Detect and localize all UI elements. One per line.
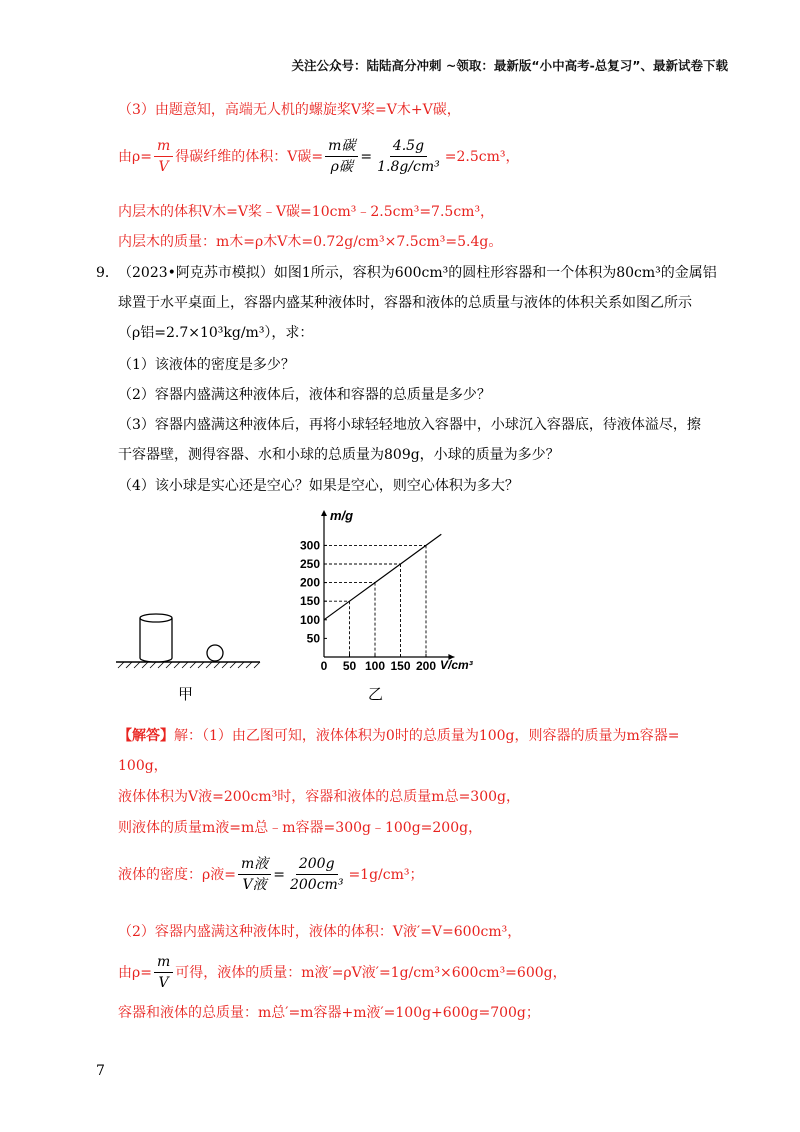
table-hatching [118, 662, 260, 668]
prev-solution-line4: 内层木的质量：m木=ρ木V木=0.72g/cm³×7.5cm³=5.4g。 [118, 234, 503, 250]
prev-solution-line2: 由ρ= $\frac{m}{V}$ 得碳纤维的体积：V碳= $\frac{\text{m碳}}{\text{ρ碳}}$ = $\frac{4.5g}{\text{1.8g/cm³}}$ =2.5cm³， [118, 138, 520, 175]
x-axis-label: V/cm³ [440, 658, 473, 672]
a2-rest: 可得，液体的质量：m液′=ρV液′=1g/cm³×600cm³=600g， [175, 964, 567, 981]
frac-denominator: ρ碳 [330, 159, 353, 175]
prev-solution-line3: 内层木的体积V木=V桨﹣V碳=10cm³﹣2.5cm³=7.5cm³， [118, 204, 495, 220]
frac-numerator: 200g [296, 854, 338, 875]
frac-denominator: V [158, 975, 169, 991]
frac-denominator: V [158, 159, 169, 175]
answer-a1-line2: 100g， [118, 758, 168, 774]
mass-volume-chart [290, 500, 490, 680]
x-tick-label: 150 [390, 659, 411, 673]
prev-solution-line1: （3）由题意知，高端无人机的螺旋桨V桨=V木+V碳， [118, 102, 461, 118]
prev-line2-prefix: 由ρ= [118, 148, 152, 165]
answer-a2-line2 [118, 952, 567, 993]
frac-numerator: m碳 [325, 136, 358, 157]
answer-a1-line3: 液体体积为V液=200cm³时，容器和液体的总质量m总=300g， [118, 789, 520, 805]
question-line1: （2023•阿克苏市模拟）如图1所示，容积为600cm³的圆柱形容器和一个体积为80cm³的金属铝 [118, 265, 717, 281]
question-number: 9． [96, 265, 119, 281]
question-part2: （2）容器内盛满这种液体后，液体和容器的总质量是多少？ [118, 387, 491, 403]
chart-ticks [300, 538, 436, 673]
answer-density-line: 液体的密度：ρ液= $\frac{\text{m液}}{\text{V液}}$ = $\frac{200g}{\text{200cm³}}$ =1g/cm³； [118, 856, 424, 893]
y-tick-label: 150 [299, 594, 320, 609]
frac-denominator: 200cm³ [289, 877, 344, 893]
question-part3-line2: 干容器壁，测得容器、水和小球的总质量为809g，小球的质量为多少？ [118, 447, 560, 463]
fraction-200g [287, 854, 346, 895]
y-tick-label: 200 [299, 575, 320, 590]
question-part3-line1: （3）容器内盛满这种液体后，再将小球轻轻地放入容器中，小球沉入容器底，待液体溢尽，擦 [118, 417, 701, 433]
answer-a1-line4: 则液体的质量m液=m总﹣m容器=300g﹣100g=200g， [118, 820, 483, 836]
y-tick-label: 100 [299, 612, 320, 627]
frac-numerator: 4.5g [390, 136, 427, 157]
question-part4: （4）该小球是实心还是空心？如果是空心，则空心体积为多大？ [118, 478, 519, 494]
container-cylinder-icon [140, 614, 172, 662]
answer-a2-line1: （2）容器内盛满这种液体时，液体的体积：V液′=V=600cm³， [118, 924, 522, 940]
figure-jia-label: 甲 [178, 685, 194, 703]
fraction-values [374, 136, 443, 177]
density-prefix: 液体的密度：ρ液= [118, 866, 236, 883]
question-line3: （ρ铝=2.7×10³kg/m³），求： [118, 325, 314, 341]
question-part1: （1）该液体的密度是多少？ [118, 357, 295, 373]
chart-series [324, 534, 441, 620]
question-line2: 球置于水平桌面上，容器内盛某种液体时，容器和液体的总质量与液体的体积关系如图乙所示 [118, 295, 692, 311]
y-tick-label: 50 [306, 631, 320, 646]
fraction-m-over-v [154, 952, 173, 993]
figure-yi-label: 乙 [368, 685, 384, 703]
y-tick-label: 300 [299, 538, 320, 553]
page-number: 7 [96, 1063, 105, 1079]
density-result: =1g/cm³； [348, 866, 424, 883]
a2-prefix: 由ρ= [118, 964, 152, 981]
x-tick-label: 200 [415, 659, 437, 673]
y-axis-arrow [321, 510, 327, 516]
frac-denominator: V液 [242, 877, 267, 893]
chart-guides [324, 545, 426, 657]
prev-line2-result: =2.5cm³， [444, 148, 520, 165]
series-line [324, 534, 441, 620]
y-tick-label: 250 [299, 557, 320, 571]
fraction-m-liquid [238, 854, 271, 895]
frac-denominator: 1.8g/cm³ [377, 159, 440, 175]
frac-numerator: m液 [238, 854, 271, 875]
fraction-m-over-v [154, 136, 173, 177]
page-header: 关注公众号：陆陆高分冲刺 ~领取：最新版“小中高考-总复习”、最新试卷下载 [291, 58, 728, 73]
chart-axes [321, 508, 474, 672]
frac-numerator: m [154, 952, 173, 973]
frac-numerator: m [154, 136, 173, 157]
y-axis-label: m/g [330, 508, 354, 523]
x-tick-label: 0 [320, 659, 328, 673]
answer-tag: 【解答】 [118, 728, 174, 744]
ball-icon [207, 645, 223, 661]
x-tick-label: 50 [342, 659, 357, 673]
prev-line2-mid: 得碳纤维的体积：V碳= [175, 148, 324, 165]
answer-a2-line3: 容器和液体的总质量：m总′=m容器+m液′=100g+600g=700g； [118, 1005, 540, 1021]
answer-a1-line1: 解：（1）由乙图可知，液体体积为0时的总质量为100g，则容器的质量为m容器= [174, 728, 680, 744]
fraction-m-carbon [325, 136, 358, 177]
answer-line1 [118, 726, 680, 746]
x-tick-label: 100 [364, 659, 386, 673]
